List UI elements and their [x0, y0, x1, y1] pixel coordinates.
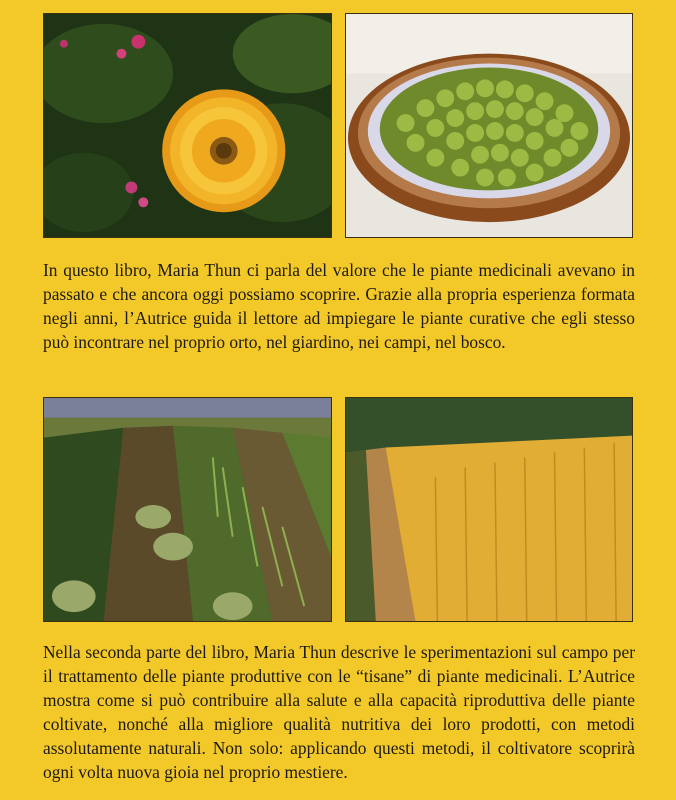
photo-golden-grain-field — [345, 397, 633, 622]
photo-basket-green-berries — [345, 13, 633, 238]
photo-vegetable-garden-rows — [43, 397, 332, 622]
photo-orange-flower — [43, 13, 332, 238]
intro-paragraph: In questo libro, Maria Thun ci parla del valore che le piante medicinali avevano in passato e che ancora oggi possiamo scoprire. Grazie alla propria esperienza formata negli anni, l’Autrice guida il lettore ad impiegare le piante curative che egli stesso può incontrare nel proprio orto, nel giardino, nei campi, nel bosco. — [43, 260, 635, 352]
second-part-paragraph: Nella seconda parte del libro, Maria Thun descrive le sperimentazioni sul campo per il trattamento delle piante produttive con le “tisane” di piante medicinali. L’Autrice mostra come si può contribuire alla salute e alla capacità riproduttiva delle piante coltivate, nonché alla migliore qualità nutritiva dei loro prodotti, con metodi assolutamente naturali. Non solo: applicando questi metodi, il coltivatore scoprirà ogni volta nuova gioia nel proprio mestiere. — [43, 642, 635, 782]
